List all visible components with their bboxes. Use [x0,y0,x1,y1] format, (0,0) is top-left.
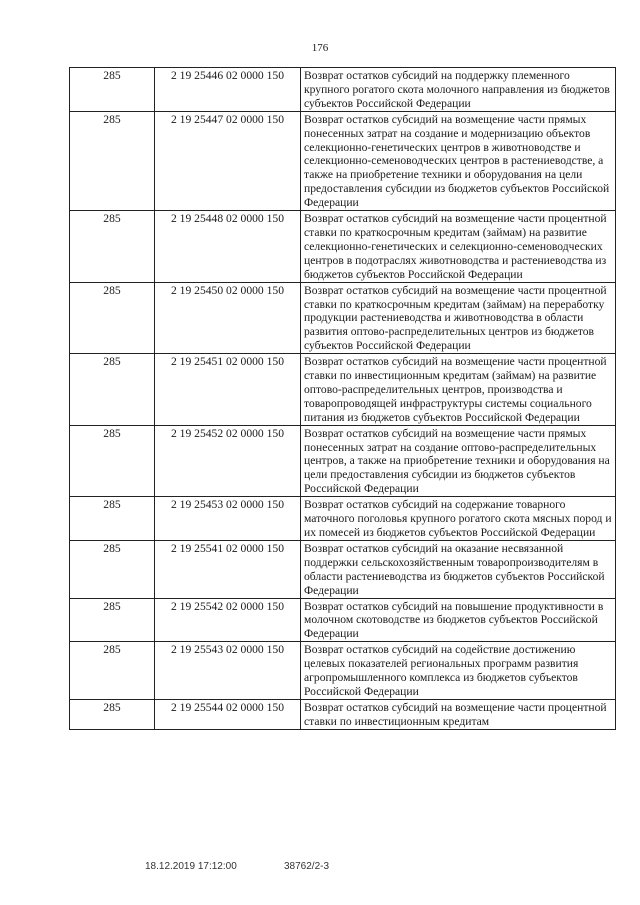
admin-code-cell: 285 [70,211,155,283]
budget-code-cell: 2 19 25543 02 0000 150 [155,642,301,700]
classification-table [69,67,616,730]
description-cell: Возврат остатков субсидий на возмещение части процентной ставки по инвестиционным кредитам [301,699,616,729]
budget-code-cell: 2 19 25542 02 0000 150 [155,598,301,642]
description-cell: Возврат остатков субсидий на возмещение части процентной ставки по инвестиционным кредитам (займам) на развитие оптово-распределительных центров, производства и товаропроводящей инфраструктуры системы социального питания из бюджетов субъектов Российской Федерации [301,354,616,426]
description-cell: Возврат остатков субсидий на возмещение части прямых понесенных затрат на создание и модернизацию объектов селекционно-генетических центров в животноводстве и селекционно-семеноводческих центров в растениеводстве, а также на приобретение техники и оборудования на цели предоставления субсидии из бюджетов субъектов Российской Федерации [301,111,616,210]
table-row [70,642,616,700]
table-body [70,68,616,730]
footer-timestamp: 18.12.2019 17:12:00 [145,861,237,872]
table-row [70,111,616,210]
table-row [70,497,616,541]
table-row [70,699,616,729]
budget-code-cell: 2 19 25541 02 0000 150 [155,540,301,598]
admin-code-cell: 285 [70,497,155,541]
table-row [70,211,616,283]
table-row [70,425,616,497]
budget-code-cell: 2 19 25452 02 0000 150 [155,425,301,497]
admin-code-cell: 285 [70,111,155,210]
budget-code-cell: 2 19 25450 02 0000 150 [155,282,301,354]
admin-code-cell: 285 [70,425,155,497]
table-row [70,282,616,354]
description-cell: Возврат остатков субсидий на содействие достижению целевых показателей региональных программ развития агропромышленного комплекса из бюджетов субъектов Российской Федерации [301,642,616,700]
budget-code-cell: 2 19 25446 02 0000 150 [155,68,301,112]
table-row [70,354,616,426]
description-cell: Возврат остатков субсидий на повышение продуктивности в молочном скотоводстве из бюджетов субъектов Российской Федерации [301,598,616,642]
description-cell: Возврат остатков субсидий на возмещение части прямых понесенных затрат на создание оптово-распределительных центров, а также на приобретение техники и оборудования на цели предоставления субсидии из бюджетов субъектов Российской Федерации [301,425,616,497]
page-number: 176 [311,42,329,54]
description-cell: Возврат остатков субсидий на возмещение части процентной ставки по краткосрочным кредитам (займам) на развитие селекционно-генетических и селекционно-семеноводческих центров в подотраслях животноводства и растениеводства из бюджетов субъектов Российской Федерации [301,211,616,283]
description-cell: Возврат остатков субсидий на оказание несвязанной поддержки сельскохозяйственным товаропроизводителям в области растениеводства из бюджетов субъектов Российской Федерации [301,540,616,598]
footer-document-id: 38762/2-3 [284,861,330,872]
table-row [70,598,616,642]
budget-code-cell: 2 19 25447 02 0000 150 [155,111,301,210]
admin-code-cell: 285 [70,598,155,642]
admin-code-cell: 285 [70,282,155,354]
budget-code-cell: 2 19 25544 02 0000 150 [155,699,301,729]
budget-code-cell: 2 19 25453 02 0000 150 [155,497,301,541]
admin-code-cell: 285 [70,68,155,112]
admin-code-cell: 285 [70,699,155,729]
table-row [70,68,616,112]
admin-code-cell: 285 [70,540,155,598]
description-cell: Возврат остатков субсидий на поддержку племенного крупного рогатого скота молочного направления из бюджетов субъектов Российской Федерации [301,68,616,112]
table-row [70,540,616,598]
description-cell: Возврат остатков субсидий на содержание товарного маточного поголовья крупного рогатого скота мясных пород и их помесей из бюджетов субъектов Российской Федерации [301,497,616,541]
admin-code-cell: 285 [70,354,155,426]
description-cell: Возврат остатков субсидий на возмещение части процентной ставки по краткосрочным кредитам (займам) на переработку продукции растениеводства и животноводства в области развития оптово-распределительных центров из бюджетов субъектов Российской Федерации [301,282,616,354]
admin-code-cell: 285 [70,642,155,700]
budget-code-cell: 2 19 25451 02 0000 150 [155,354,301,426]
budget-code-cell: 2 19 25448 02 0000 150 [155,211,301,283]
